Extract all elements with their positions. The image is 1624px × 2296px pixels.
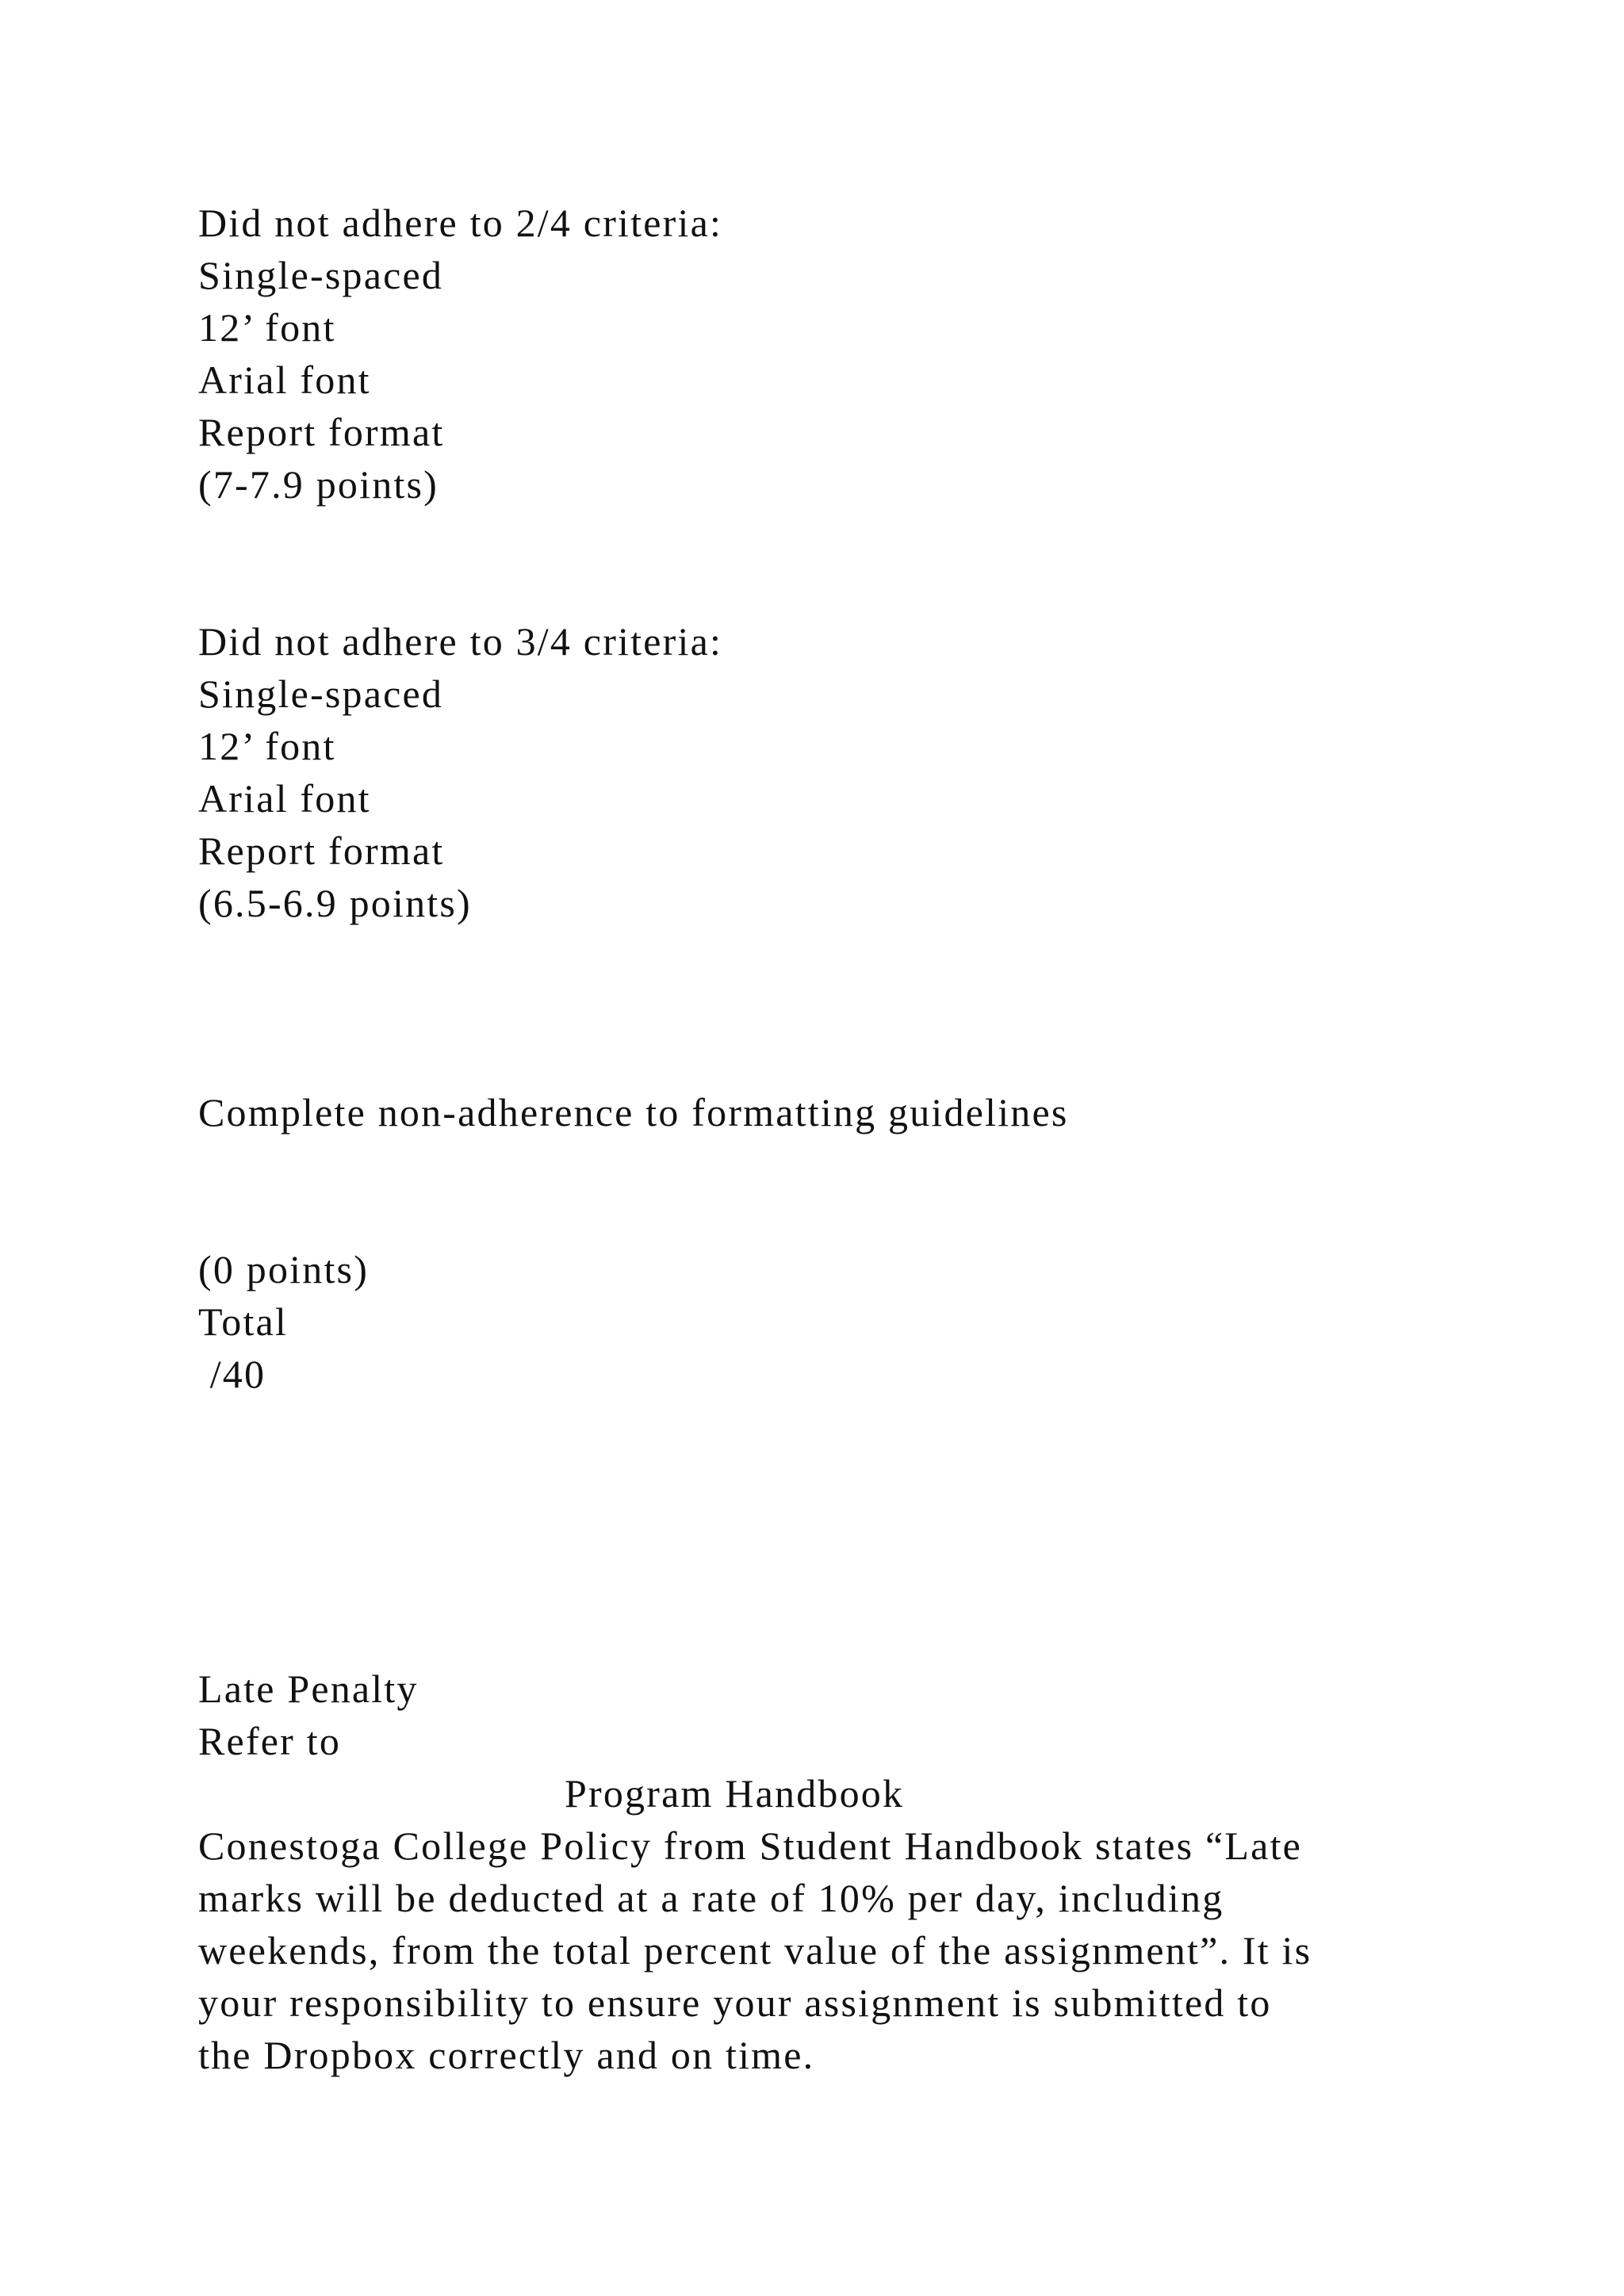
criteria-2of4-item-font-family: Arial font: [198, 358, 371, 402]
late-penalty-policy-line-2: marks will be deducted at a rate of 10% per day, including: [198, 1876, 1224, 1920]
criteria-2of4-points: (7-7.9 points): [198, 462, 439, 507]
criteria-2of4-item-report-format: Report format: [198, 410, 445, 454]
criteria-3of4-item-font-family: Arial font: [198, 776, 371, 821]
late-penalty-policy-line-1: Conestoga College Policy from Student Handbook states “Late: [198, 1823, 1303, 1868]
late-penalty-policy-line-5: the Dropbox correctly and on time.: [198, 2033, 815, 2077]
criteria-3of4-item-report-format: Report format: [198, 828, 445, 873]
late-penalty-policy-line-4: your responsibility to ensure your assignment is submitted to: [198, 1980, 1272, 2025]
criteria-2of4-item-single-spaced: Single-spaced: [198, 253, 444, 297]
total-value: /40: [198, 1352, 266, 1396]
criteria-3of4-item-font-size: 12’ font: [198, 724, 336, 768]
criteria-2of4-item-font-size: 12’ font: [198, 305, 336, 350]
criteria-3of4-heading: Did not adhere to 3/4 criteria:: [198, 619, 723, 664]
criteria-3of4-points: (6.5-6.9 points): [198, 881, 472, 925]
late-penalty-handbook: Program Handbook: [565, 1771, 905, 1816]
criteria-3of4-item-single-spaced: Single-spaced: [198, 672, 444, 716]
non-adherence-points: (0 points): [198, 1247, 370, 1292]
late-penalty-heading: Late Penalty: [198, 1667, 419, 1711]
non-adherence-text: Complete non-adherence to formatting guidelines: [198, 1090, 1069, 1135]
total-label: Total: [198, 1299, 289, 1344]
criteria-2of4-heading: Did not adhere to 2/4 criteria:: [198, 201, 723, 245]
late-penalty-refer: Refer to: [198, 1719, 342, 1763]
late-penalty-policy-line-3: weekends, from the total percent value of the assignment”. It is: [198, 1928, 1312, 1973]
